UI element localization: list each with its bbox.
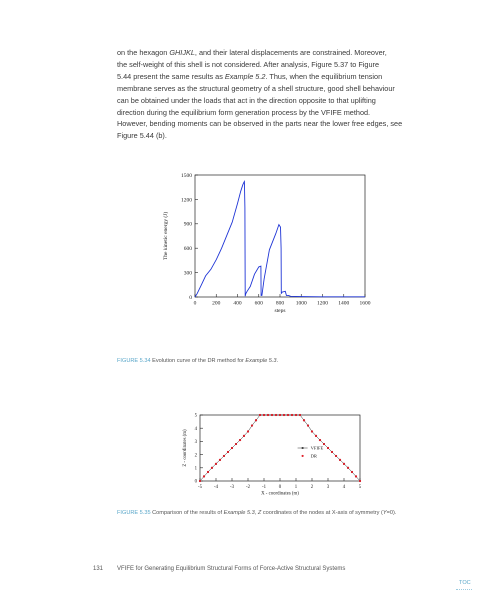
caption-text: Evolution curve of the DR method for: [150, 358, 246, 364]
dr-marker: [343, 463, 345, 465]
y-tick-label: 3: [194, 440, 197, 446]
plot-frame: [195, 175, 365, 297]
caption-text: .: [276, 358, 279, 364]
para-line-5: can be obtained under the loads that act in the direction opposite to that uplifting: [117, 95, 376, 105]
caption-text: coordinates of the nodes at X-axis of symmetry (: [261, 510, 383, 516]
y-tick-label: 2: [194, 453, 197, 459]
caption-label: FIGURE 5.34: [117, 358, 151, 364]
dr-marker: [299, 414, 301, 416]
caption-text: Comparison of the results of: [150, 510, 224, 516]
dr-marker: [319, 439, 321, 441]
page-footer: [93, 566, 345, 572]
x-tick-label: 1000: [295, 300, 307, 307]
dr-marker: [251, 424, 253, 426]
toc-underline: [456, 589, 472, 590]
caption-italic: Example 5.3: [245, 358, 277, 364]
dr-marker: [203, 475, 205, 477]
dr-marker: [339, 459, 341, 461]
dr-marker: [335, 455, 337, 457]
kinetic-energy-line: [195, 182, 365, 298]
x-tick-label: -3: [230, 484, 234, 490]
toc-link[interactable]: TOC: [459, 580, 471, 586]
x-tick-label: 400: [233, 300, 242, 307]
dr-marker: [207, 471, 209, 473]
dr-marker: [231, 447, 233, 449]
z-coordinates-chart: [178, 410, 368, 502]
dr-marker: [227, 451, 229, 453]
dr-marker: [215, 463, 217, 465]
dr-marker: [315, 435, 317, 437]
y-tick-label: 4: [194, 426, 197, 432]
dr-marker: [255, 419, 257, 421]
x-tick-label: 1: [294, 484, 298, 490]
dr-marker: [359, 480, 361, 482]
dr-marker: [199, 480, 201, 482]
para-line-2: the self-weight of this shell is not considered. After analysis, Figure 5.37 to Figure: [117, 59, 380, 69]
x-tick-label: 0: [278, 484, 282, 490]
dr-marker: [211, 467, 213, 469]
caption-label: FIGURE 5.35: [117, 510, 151, 516]
y-tick-label: 600: [183, 246, 192, 253]
caption-italic: Y: [382, 510, 387, 516]
vfife-line: [200, 415, 360, 481]
para-line-6: direction during the equilibrium form generation process by the VFIFE method.: [117, 107, 371, 117]
dr-marker: [295, 414, 297, 416]
para-text: on the hexagon: [117, 48, 170, 57]
x-tick-label: 800: [275, 300, 285, 307]
para-line-8: Figure 5.44 (b).: [117, 131, 167, 141]
para-text: 5.44 present the same results as: [117, 71, 225, 81]
plot-frame: [200, 415, 360, 481]
figure-z-coordinates: [178, 410, 368, 502]
y-axis-label: The kinetic energy (J): [163, 211, 169, 261]
dr-marker: [243, 435, 245, 437]
dr-marker: [219, 459, 221, 461]
dr-marker: [271, 414, 273, 416]
y-tick-label: 1200: [181, 197, 192, 204]
dr-marker: [355, 475, 357, 477]
x-tick-label: -2: [246, 484, 250, 490]
para-italic: Example 5.2: [224, 71, 266, 81]
x-tick-label: -4: [214, 484, 218, 490]
dr-marker: [223, 455, 225, 457]
y-tick-label: 0: [194, 479, 197, 485]
x-axis-label: X - coordinates (m): [261, 491, 299, 497]
legend-vfife-label: VFIFE: [310, 445, 324, 451]
page-number: 131: [93, 566, 104, 572]
y-tick-label: 300: [183, 270, 192, 277]
dr-marker: [303, 419, 305, 421]
x-tick-label: 200: [212, 300, 221, 307]
caption-italic: Example 5.3: [223, 510, 255, 516]
x-tick-label: 2: [310, 484, 314, 490]
dr-marker: [259, 414, 261, 416]
x-tick-label: 3: [326, 484, 330, 490]
x-tick-label: 1400: [338, 300, 350, 307]
dr-marker: [279, 414, 281, 416]
dr-marker: [287, 414, 289, 416]
legend-vfife-marker: [302, 447, 304, 449]
figure-caption-2: [117, 510, 396, 516]
x-tick-label: 0: [193, 300, 197, 307]
dr-marker: [307, 424, 309, 426]
x-tick-label: 4: [342, 484, 346, 490]
x-axis-label: steps: [274, 308, 286, 314]
para-text: . Thus, when the equilibrium tension: [265, 71, 383, 81]
para-italic: GHIJKL: [169, 48, 195, 57]
x-tick-label: 1600: [359, 300, 371, 307]
legend-dr-marker: [302, 455, 304, 457]
figure-caption-1: [117, 358, 278, 364]
body-paragraph: [117, 47, 435, 142]
dr-marker: [331, 451, 333, 453]
dr-marker: [239, 439, 241, 441]
running-title: VFIFE for Generating Equilibrium Structural Forms of Force-Active Structural Systems: [117, 566, 346, 572]
y-tick-label: 1: [194, 466, 197, 472]
legend-dr-label: DR: [310, 453, 317, 459]
y-tick-label: 5: [194, 413, 197, 419]
para-line-3: [117, 71, 435, 83]
y-tick-label: 0: [189, 294, 192, 301]
x-tick-label: -5: [198, 484, 202, 490]
para-line-4: membrane serves as the structural geometry of a shell structure, good shell behaviour: [117, 83, 395, 93]
para-text: , and their lateral displacements are constrained. Moreover,: [194, 48, 387, 57]
x-tick-label: 1200: [317, 300, 328, 307]
x-tick-label: -1: [262, 484, 266, 490]
x-tick-label: 5: [358, 484, 362, 490]
para-line-7: However, bending moments can be observed in the parts near the lower free edges, see: [117, 119, 403, 129]
caption-text: =0).: [386, 510, 397, 516]
kinetic-energy-chart: [155, 165, 385, 350]
dr-marker: [235, 443, 237, 445]
caption-italic: Z: [257, 510, 262, 516]
dr-marker: [275, 414, 277, 416]
dr-marker: [267, 414, 269, 416]
dr-marker: [247, 430, 249, 432]
dr-marker: [351, 471, 353, 473]
y-tick-label: 900: [183, 221, 192, 228]
y-axis-label: Z - coordinates (m): [183, 429, 188, 467]
dr-marker: [311, 430, 313, 432]
dr-marker: [291, 414, 293, 416]
x-tick-label: 600: [254, 300, 263, 307]
caption-text: ,: [254, 510, 258, 516]
dr-marker: [263, 414, 265, 416]
y-tick-label: 1500: [181, 172, 192, 179]
figure-kinetic-energy: [155, 165, 385, 350]
dr-marker: [283, 414, 285, 416]
dr-marker: [327, 447, 329, 449]
dr-marker: [347, 467, 349, 469]
para-line-1: [117, 47, 435, 59]
